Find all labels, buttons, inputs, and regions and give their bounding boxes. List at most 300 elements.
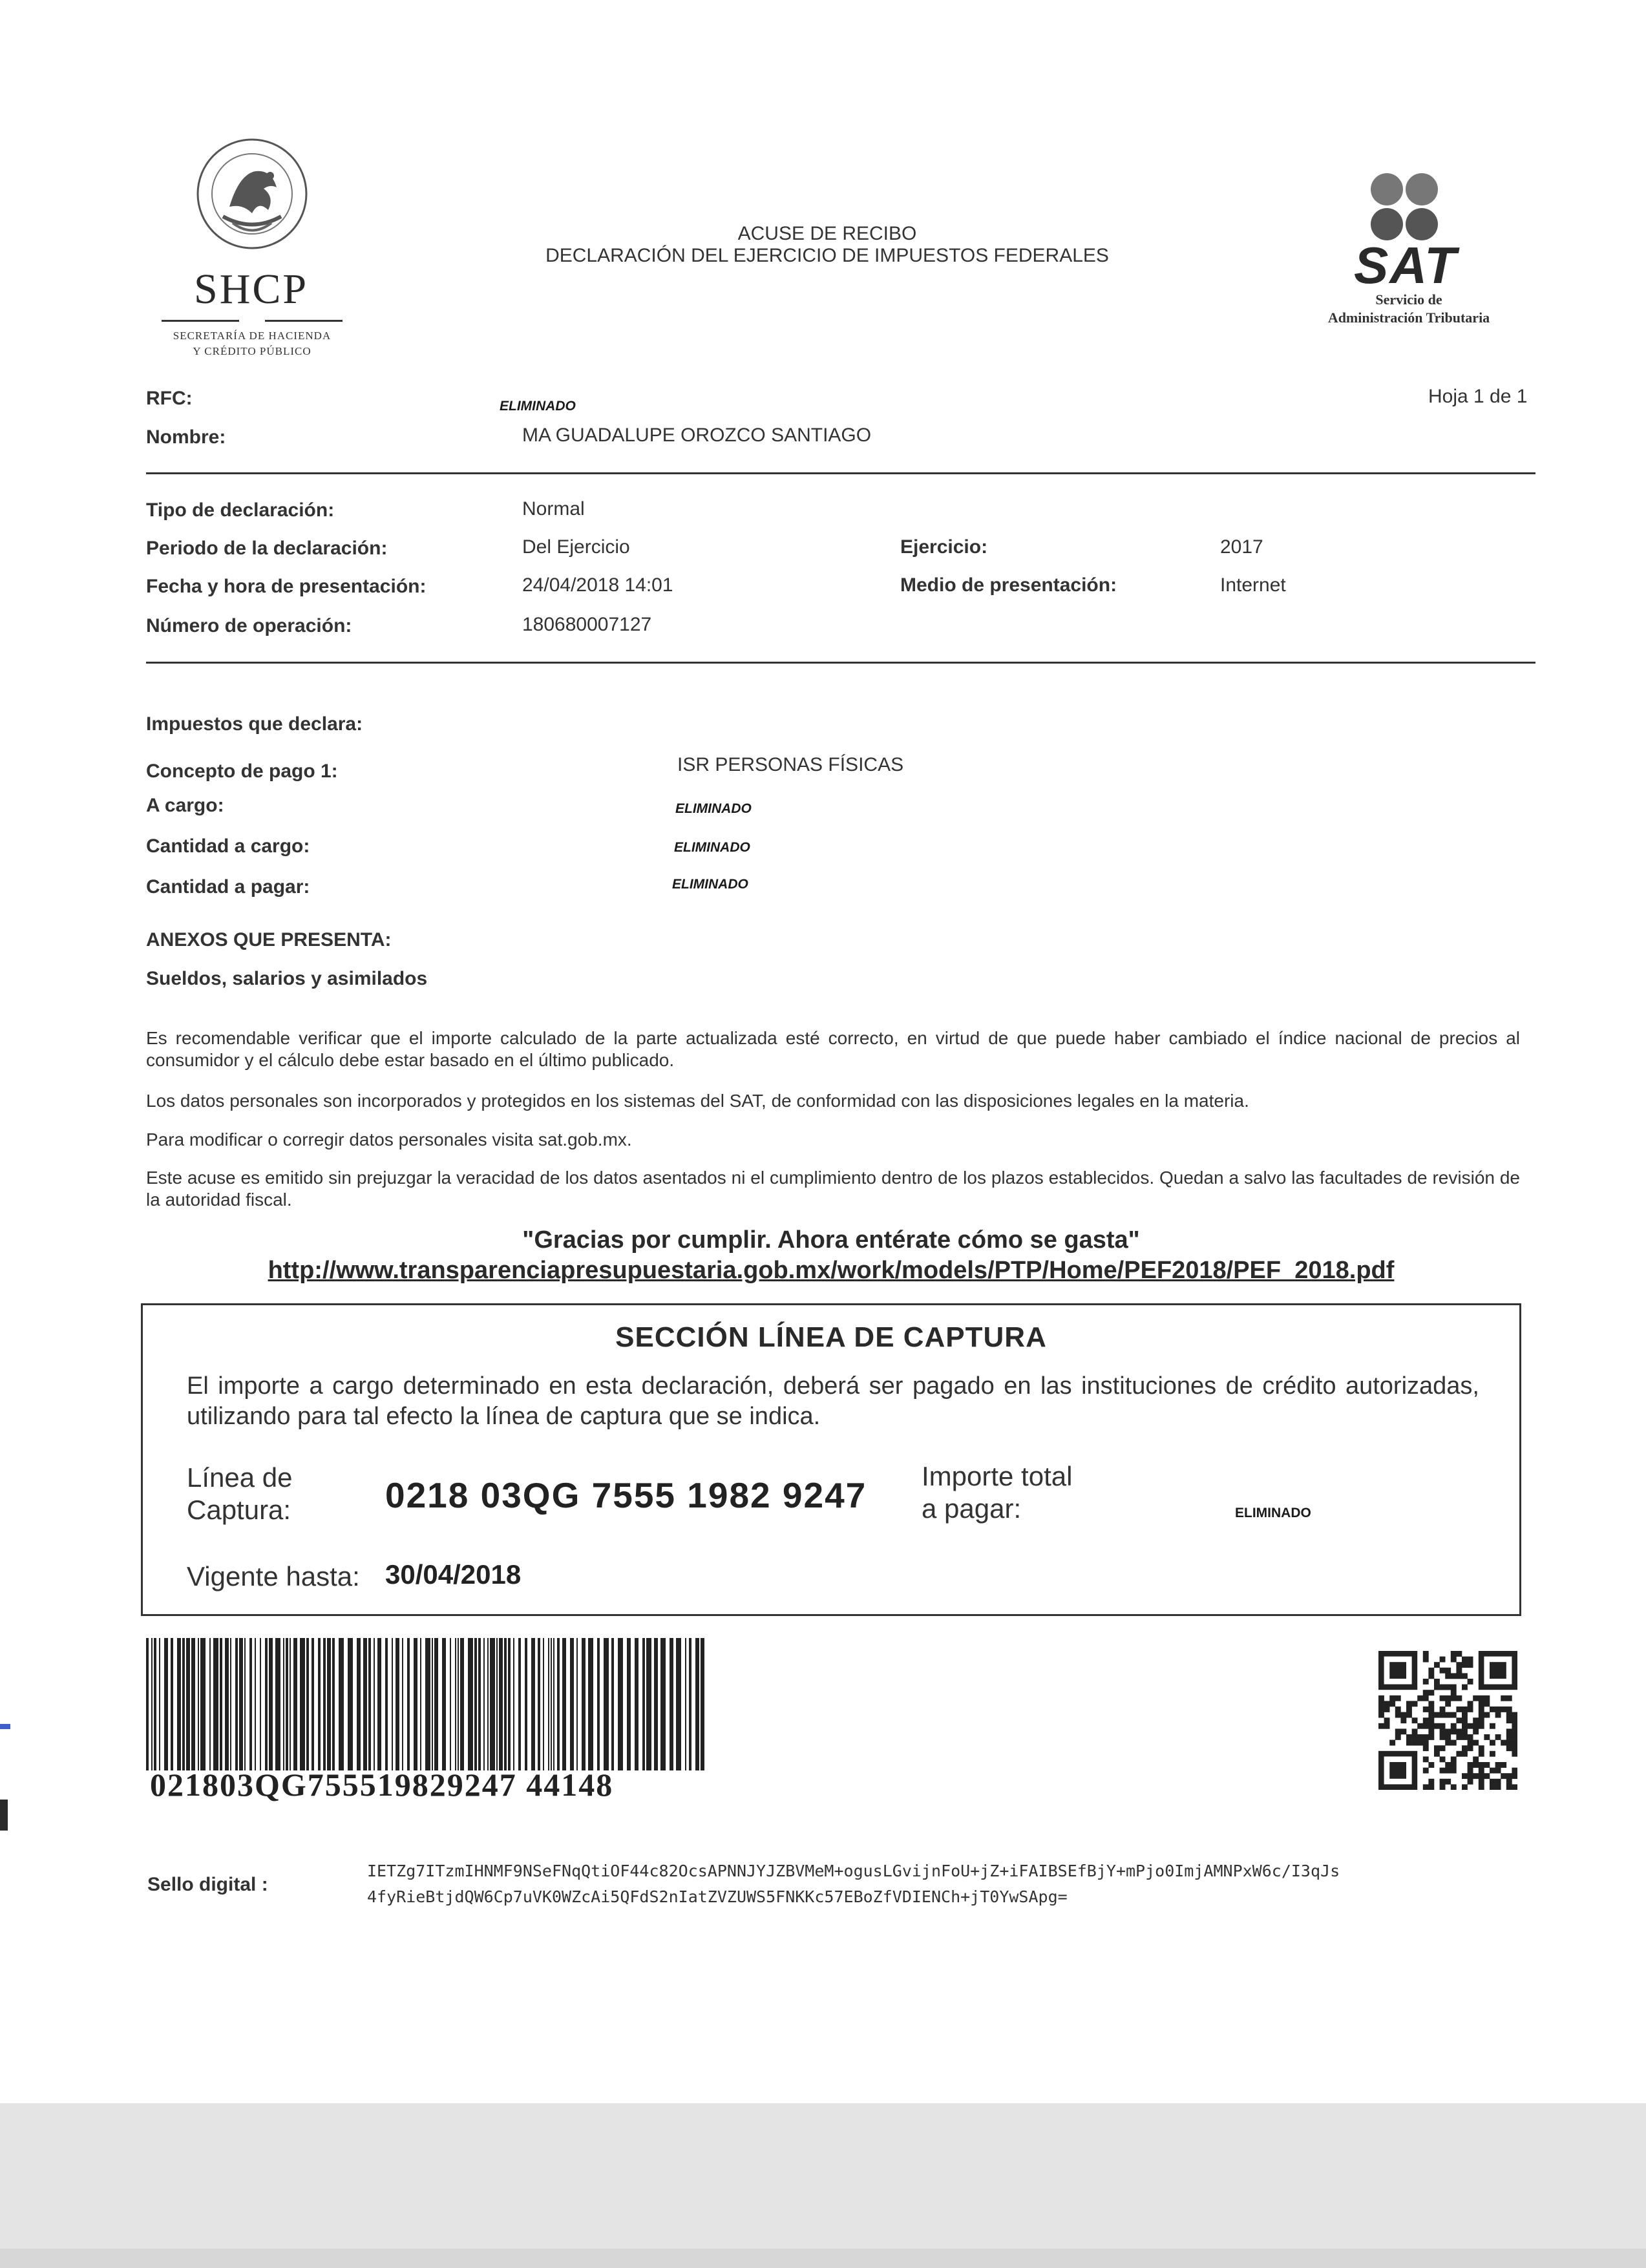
- qr-module: [1512, 1784, 1517, 1790]
- barcode-bar: [230, 1638, 231, 1770]
- qr-module: [1412, 1717, 1418, 1723]
- barcode-bar: [300, 1638, 305, 1770]
- barcode-number: 021803QG755519829247 44148: [150, 1767, 614, 1803]
- name-label: Nombre:: [146, 426, 226, 448]
- barcode-bar: [597, 1638, 600, 1770]
- title-line1: ACUSE DE RECIBO: [737, 223, 917, 244]
- qr-module: [1456, 1651, 1462, 1657]
- qr-module: [1462, 1717, 1468, 1723]
- barcode-bar: [458, 1638, 459, 1770]
- anexos-item: Sueldos, salarios y asimilados: [146, 968, 428, 989]
- captura-title: SECCIÓN LÍNEA DE CAPTURA: [615, 1321, 1047, 1353]
- qr-module: [1451, 1712, 1457, 1718]
- qr-module: [1512, 1751, 1517, 1757]
- impuestos-heading: Impuestos que declara:: [146, 713, 363, 735]
- qr-module: [1428, 1712, 1434, 1718]
- qr-module: [1490, 1779, 1495, 1785]
- barcode-bar: [588, 1638, 593, 1770]
- qr-module: [1473, 1696, 1479, 1701]
- barcode-bar: [548, 1638, 549, 1770]
- sello-line1: IETZg7ITzmIHNMF9NSeFNqQtiOF44c82OcsAPNNJYJZBVMeM+ogusLGvijnFoU+jZ+iFAIBSEfBjY+mPjo0ImjAMNPxW6c/I3qJs: [367, 1862, 1340, 1880]
- qr-module: [1445, 1701, 1451, 1706]
- qr-finder-center: [1389, 1662, 1406, 1679]
- qr-module: [1490, 1784, 1495, 1790]
- qr-module: [1395, 1706, 1401, 1712]
- barcode-bar: [570, 1638, 574, 1770]
- barcode-bar: [182, 1638, 185, 1770]
- qr-module: [1484, 1762, 1490, 1768]
- barcode-graphic: [146, 1638, 708, 1770]
- concepto-value: ISR PERSONAS FÍSICAS: [677, 754, 904, 775]
- qr-module: [1417, 1723, 1423, 1729]
- vigente-value: 30/04/2018: [385, 1559, 522, 1590]
- barcode-bar: [213, 1638, 218, 1770]
- barcode-bar: [407, 1638, 410, 1770]
- qr-module: [1417, 1734, 1423, 1740]
- qr-module: [1473, 1756, 1479, 1762]
- concepto-label: Concepto de pago 1:: [146, 761, 338, 782]
- qr-module: [1506, 1779, 1512, 1785]
- qr-module: [1423, 1706, 1429, 1712]
- qr-module: [1512, 1734, 1517, 1740]
- barcode-bar: [283, 1638, 284, 1770]
- qr-module: [1400, 1717, 1406, 1723]
- qr-module: [1512, 1740, 1517, 1746]
- qr-module: [1512, 1712, 1517, 1718]
- qr-module: [1451, 1696, 1457, 1701]
- tipo-label: Tipo de declaración:: [146, 499, 335, 521]
- tipo-value: Normal: [522, 498, 585, 520]
- barcode-bar: [249, 1638, 252, 1770]
- qr-module: [1423, 1696, 1429, 1701]
- qr-module: [1428, 1762, 1434, 1768]
- qr-module: [1428, 1779, 1434, 1785]
- barcode-bar: [377, 1638, 381, 1770]
- qr-module: [1468, 1779, 1473, 1785]
- qr-module: [1506, 1773, 1512, 1779]
- barcode-bar: [670, 1638, 673, 1770]
- qr-module: [1445, 1768, 1451, 1774]
- qr-module: [1445, 1734, 1451, 1740]
- qr-module: [1479, 1696, 1484, 1701]
- barcode-bar: [627, 1638, 631, 1770]
- medio-label: Medio de presentación:: [900, 574, 1117, 596]
- mexican-coat-of-arms-icon: [194, 136, 310, 252]
- qr-module: [1434, 1723, 1440, 1729]
- barcode-bar: [374, 1638, 375, 1770]
- qr-module: [1479, 1745, 1484, 1751]
- barcode-bar: [474, 1638, 477, 1770]
- qr-module: [1395, 1734, 1401, 1740]
- barcode-bar: [483, 1638, 485, 1770]
- barcode-bar: [357, 1638, 361, 1770]
- sello-label: Sello digital :: [147, 1874, 268, 1895]
- numero-value: 180680007127: [522, 614, 652, 635]
- transparencia-link[interactable]: http://www.transparenciapresupuestaria.gob.mx/work/models/PTP/Home/PEF2018/PEF_2018.pdf: [268, 1257, 1395, 1284]
- qr-module: [1451, 1728, 1457, 1734]
- qr-module: [1406, 1712, 1412, 1718]
- qr-module: [1479, 1751, 1484, 1757]
- barcode-bar: [154, 1638, 156, 1770]
- qr-module: [1506, 1717, 1512, 1723]
- qr-module: [1479, 1779, 1484, 1785]
- anexos-heading: ANEXOS QUE PRESENTA:: [146, 929, 392, 950]
- barcode-bar: [260, 1638, 261, 1770]
- qr-module: [1423, 1768, 1429, 1774]
- shcp-logo-subtitle: [155, 328, 349, 359]
- rfc-label: RFC:: [146, 388, 193, 409]
- qr-module: [1423, 1784, 1429, 1790]
- barcode-bar: [553, 1638, 554, 1770]
- qr-module: [1473, 1773, 1479, 1779]
- qr-module: [1456, 1706, 1462, 1712]
- qr-module: [1440, 1784, 1446, 1790]
- barcode-bar: [311, 1638, 314, 1770]
- barcode-bar: [496, 1638, 498, 1770]
- barcode-bar: [635, 1638, 638, 1770]
- qr-module: [1434, 1745, 1440, 1751]
- qr-module: [1495, 1712, 1501, 1718]
- linea-captura-value: 0218 03QG 7555 1982 9247: [385, 1475, 867, 1515]
- gracias-message: "Gracias por cumplir. Ahora entérate cómo se gasta": [522, 1226, 1140, 1254]
- linea-captura-section: [141, 1303, 1521, 1616]
- note-paragraph-2: Los datos personales son incorporados y protegidos en los sistemas del SAT, de conformidad con las disposiciones legales en la materia.: [146, 1091, 1249, 1111]
- sat-logo-subtitle: [1293, 291, 1525, 327]
- qr-module: [1445, 1740, 1451, 1746]
- barcode-bar: [508, 1638, 511, 1770]
- barcode-bar: [499, 1638, 503, 1770]
- barcode-bar: [518, 1638, 521, 1770]
- qr-module: [1434, 1662, 1440, 1668]
- fecha-value: 24/04/2018 14:01: [522, 574, 673, 596]
- sat-logo-text: SAT: [1353, 236, 1458, 294]
- qr-module: [1440, 1657, 1446, 1663]
- qr-module: [1501, 1762, 1506, 1768]
- qr-module: [1506, 1740, 1512, 1746]
- qr-module: [1440, 1728, 1446, 1734]
- qr-module: [1378, 1696, 1384, 1701]
- qr-module: [1412, 1701, 1418, 1706]
- qr-module: [1495, 1784, 1501, 1790]
- qr-module: [1389, 1696, 1395, 1701]
- qr-module: [1451, 1723, 1457, 1729]
- barcode-bar: [490, 1638, 495, 1770]
- barcode-bar: [676, 1638, 681, 1770]
- qr-module: [1428, 1706, 1434, 1712]
- qr-module: [1400, 1728, 1406, 1734]
- qr-finder-center: [1389, 1762, 1406, 1779]
- barcode-bar: [562, 1638, 566, 1770]
- sat-dots-icon: [1369, 171, 1440, 242]
- scan-edge-mark: [0, 1724, 10, 1729]
- shcp-logo-rule-right: [265, 320, 343, 322]
- fecha-label: Fecha y hora de presentación:: [146, 576, 427, 597]
- qr-module: [1468, 1734, 1473, 1740]
- barcode-bar: [318, 1638, 321, 1770]
- barcode-bar: [434, 1638, 438, 1770]
- barcode-bar: [191, 1638, 195, 1770]
- barcode-bar: [414, 1638, 417, 1770]
- qr-module: [1451, 1685, 1457, 1690]
- qr-module: [1468, 1679, 1473, 1685]
- qr-module: [1412, 1728, 1418, 1734]
- qr-module: [1428, 1784, 1434, 1790]
- barcode-bar: [618, 1638, 623, 1770]
- qr-module: [1456, 1696, 1462, 1701]
- qr-module: [1456, 1728, 1462, 1734]
- cantidad-pagar-label: Cantidad a pagar:: [146, 876, 310, 898]
- qr-module: [1428, 1701, 1434, 1706]
- qr-code-graphic: [1378, 1651, 1517, 1790]
- ejercicio-value: 2017: [1220, 536, 1263, 558]
- barcode-bar: [363, 1638, 367, 1770]
- qr-module: [1417, 1740, 1423, 1746]
- linea-label-line1: Línea de: [187, 1462, 293, 1493]
- qr-module: [1440, 1779, 1446, 1785]
- shcp-logo: [155, 136, 349, 362]
- periodo-value: Del Ejercicio: [522, 536, 630, 558]
- numero-label: Número de operación:: [146, 615, 352, 636]
- scan-edge-mark: [0, 1800, 8, 1831]
- divider: [146, 472, 1535, 474]
- barcode-bar: [654, 1638, 658, 1770]
- qr-module: [1506, 1706, 1512, 1712]
- qr-module: [1428, 1673, 1434, 1679]
- qr-module: [1468, 1706, 1473, 1712]
- qr-module: [1445, 1696, 1451, 1701]
- qr-module: [1456, 1668, 1462, 1674]
- qr-module: [1468, 1773, 1473, 1779]
- barcode-bar: [450, 1638, 451, 1770]
- qr-module: [1473, 1723, 1479, 1729]
- barcode-bar: [327, 1638, 331, 1770]
- qr-module: [1423, 1651, 1429, 1657]
- qr-module: [1462, 1745, 1468, 1751]
- barcode-bar: [146, 1638, 149, 1770]
- qr-module: [1484, 1734, 1490, 1740]
- qr-module: [1468, 1768, 1473, 1774]
- qr-module: [1506, 1784, 1512, 1790]
- qr-module: [1423, 1740, 1429, 1746]
- barcode-bar: [348, 1638, 353, 1770]
- qr-module: [1451, 1768, 1457, 1774]
- qr-module: [1468, 1657, 1473, 1663]
- barcode-bar: [432, 1638, 433, 1770]
- qr-module: [1468, 1740, 1473, 1746]
- qr-module: [1484, 1696, 1490, 1701]
- vigente-label: Vigente hasta:: [187, 1561, 360, 1591]
- qr-module: [1423, 1717, 1429, 1723]
- importe-value: ELIMINADO: [1235, 1506, 1311, 1520]
- barcode-bar: [425, 1638, 430, 1770]
- qr-module: [1440, 1756, 1446, 1762]
- qr-module: [1468, 1701, 1473, 1706]
- qr-module: [1495, 1734, 1501, 1740]
- qr-module: [1440, 1696, 1446, 1701]
- barcode-bar: [487, 1638, 489, 1770]
- qr-module: [1512, 1728, 1517, 1734]
- barcode-bar: [220, 1638, 222, 1770]
- barcode-bar: [255, 1638, 256, 1770]
- linea-label-line2: Captura:: [187, 1495, 291, 1525]
- barcode-bar: [225, 1638, 229, 1770]
- barcode-bar: [695, 1638, 699, 1770]
- barcode-bar: [151, 1638, 153, 1770]
- qr-module: [1423, 1679, 1429, 1685]
- qr-module: [1512, 1745, 1517, 1751]
- barcode-bar: [551, 1638, 552, 1770]
- qr-module: [1473, 1717, 1479, 1723]
- rfc-value: ELIMINADO: [500, 399, 576, 414]
- barcode-bar: [368, 1638, 371, 1770]
- shcp-logo-rule-left: [162, 320, 239, 322]
- barcode-bar: [392, 1638, 393, 1770]
- qr-module: [1506, 1745, 1512, 1751]
- qr-module: [1462, 1706, 1468, 1712]
- qr-module: [1406, 1734, 1412, 1740]
- qr-module: [1490, 1723, 1495, 1729]
- ejercicio-label: Ejercicio:: [900, 536, 988, 558]
- barcode-bar: [171, 1638, 173, 1770]
- barcode-bar: [531, 1638, 535, 1770]
- barcode-bar: [420, 1638, 421, 1770]
- barcode-bar: [604, 1638, 609, 1770]
- qr-module: [1423, 1723, 1429, 1729]
- qr-module: [1440, 1706, 1446, 1712]
- qr-module: [1490, 1740, 1495, 1746]
- sat-sub-line1: Servicio de: [1375, 291, 1442, 308]
- qr-module: [1384, 1701, 1390, 1706]
- captura-text: El importe a cargo determinado en esta declaración, deberá ser pagado en las instituciones de crédito autorizadas, utilizando para tal efecto la línea de captura que se indica.: [187, 1372, 1479, 1430]
- barcode-bar: [275, 1638, 280, 1770]
- qr-module: [1490, 1706, 1495, 1712]
- qr-module: [1451, 1740, 1457, 1746]
- qr-module: [1462, 1662, 1468, 1668]
- note-paragraph-1: Es recomendable verificar que el importe calculado de la parte actualizada esté correcto, en virtud de que puede haber cambiado el índice nacional de precios al consumidor y el cálculo debe estar basado en el último publicado.: [146, 1028, 1520, 1070]
- name-value: MA GUADALUPE OROZCO SANTIAGO: [522, 425, 872, 446]
- qr-module: [1506, 1712, 1512, 1718]
- qr-module: [1395, 1728, 1401, 1734]
- qr-module: [1395, 1696, 1401, 1701]
- qr-module: [1468, 1745, 1473, 1751]
- barcode-bar: [244, 1638, 246, 1770]
- qr-module: [1468, 1723, 1473, 1729]
- qr-module: [1378, 1701, 1384, 1706]
- barcode-bar: [385, 1638, 388, 1770]
- cantidad-cargo-label: Cantidad a cargo:: [146, 835, 310, 857]
- shcp-sub-line2: Y CRÉDITO PÚBLICO: [193, 345, 311, 357]
- qr-module: [1479, 1773, 1484, 1779]
- qr-module: [1440, 1668, 1446, 1674]
- a-cargo-value: ELIMINADO: [675, 801, 752, 816]
- qr-module: [1462, 1728, 1468, 1734]
- qr-module: [1406, 1740, 1412, 1746]
- importe-label-line2: a pagar:: [922, 1493, 1022, 1524]
- sat-sub-line2: Administración Tributaria: [1327, 310, 1490, 326]
- qr-module: [1456, 1662, 1462, 1668]
- qr-module: [1473, 1740, 1479, 1746]
- qr-module: [1501, 1740, 1506, 1746]
- qr-module: [1501, 1773, 1506, 1779]
- qr-module: [1434, 1712, 1440, 1718]
- barcode-bar: [290, 1638, 291, 1770]
- qr-module: [1434, 1679, 1440, 1685]
- qr-module: [1456, 1717, 1462, 1723]
- qr-module: [1428, 1690, 1434, 1696]
- barcode-bar: [177, 1638, 181, 1770]
- barcode-bar: [323, 1638, 326, 1770]
- barcode-bar: [504, 1638, 507, 1770]
- qr-module: [1428, 1734, 1434, 1740]
- qr-module: [1434, 1685, 1440, 1690]
- qr-module: [1428, 1717, 1434, 1723]
- barcode-bar: [159, 1638, 160, 1770]
- scan-background-band: [0, 2103, 1646, 2268]
- qr-module: [1501, 1696, 1506, 1701]
- qr-module: [1512, 1723, 1517, 1729]
- qr-module: [1506, 1734, 1512, 1740]
- qr-module: [1378, 1723, 1384, 1729]
- scan-background-band-dark: [0, 2249, 1646, 2268]
- qr-module: [1445, 1712, 1451, 1718]
- qr-module: [1479, 1762, 1484, 1768]
- divider: [146, 662, 1535, 664]
- qr-module: [1456, 1734, 1462, 1740]
- qr-module: [1445, 1779, 1451, 1785]
- sello-value: [367, 1858, 1517, 1910]
- shcp-logo-text: SHCP: [194, 266, 309, 313]
- barcode-bar: [396, 1638, 399, 1770]
- qr-module: [1440, 1768, 1446, 1774]
- medio-value: Internet: [1220, 574, 1286, 596]
- note-paragraph-4: Este acuse es emitido sin prejuzgar la veracidad de los datos asentados ni el cumplimiento dentro de los plazos establecidos. Quedan a salvo las facultades de revisión de la autoridad fiscal.: [146, 1168, 1520, 1210]
- linea-label: [187, 1462, 293, 1526]
- qr-module: [1506, 1728, 1512, 1734]
- qr-module: [1440, 1745, 1446, 1751]
- qr-module: [1495, 1762, 1501, 1768]
- qr-module: [1490, 1768, 1495, 1774]
- qr-module: [1378, 1706, 1384, 1712]
- shcp-sub-line1: SECRETARÍA DE HACIENDA: [173, 330, 332, 342]
- qr-module: [1484, 1701, 1490, 1706]
- barcode-bar: [455, 1638, 456, 1770]
- barcode-bar: [265, 1638, 268, 1770]
- qr-module: [1484, 1712, 1490, 1718]
- qr-finder-center: [1490, 1662, 1506, 1679]
- barcode-bar: [701, 1638, 704, 1770]
- qr-module: [1506, 1696, 1512, 1701]
- note-paragraph-3: Para modificar o corregir datos personales visita sat.gob.mx.: [146, 1129, 632, 1150]
- qr-module: [1451, 1673, 1457, 1679]
- qr-module: [1395, 1712, 1401, 1718]
- title-line2: DECLARACIÓN DEL EJERCICIO DE IMPUESTOS FEDERALES: [545, 245, 1109, 266]
- importe-label-line1: Importe total: [922, 1461, 1073, 1491]
- barcode-bar: [513, 1638, 514, 1770]
- barcode-bar: [293, 1638, 297, 1770]
- qr-module: [1479, 1784, 1484, 1790]
- qr-module: [1428, 1728, 1434, 1734]
- qr-module: [1423, 1745, 1429, 1751]
- qr-module: [1490, 1751, 1495, 1757]
- qr-module: [1389, 1740, 1395, 1746]
- qr-module: [1473, 1762, 1479, 1768]
- barcode-bar: [306, 1638, 309, 1770]
- qr-module: [1484, 1773, 1490, 1779]
- periodo-label: Periodo de la declaración:: [146, 538, 388, 559]
- barcode-bar: [460, 1638, 464, 1770]
- barcode-bar: [468, 1638, 473, 1770]
- qr-module: [1468, 1762, 1473, 1768]
